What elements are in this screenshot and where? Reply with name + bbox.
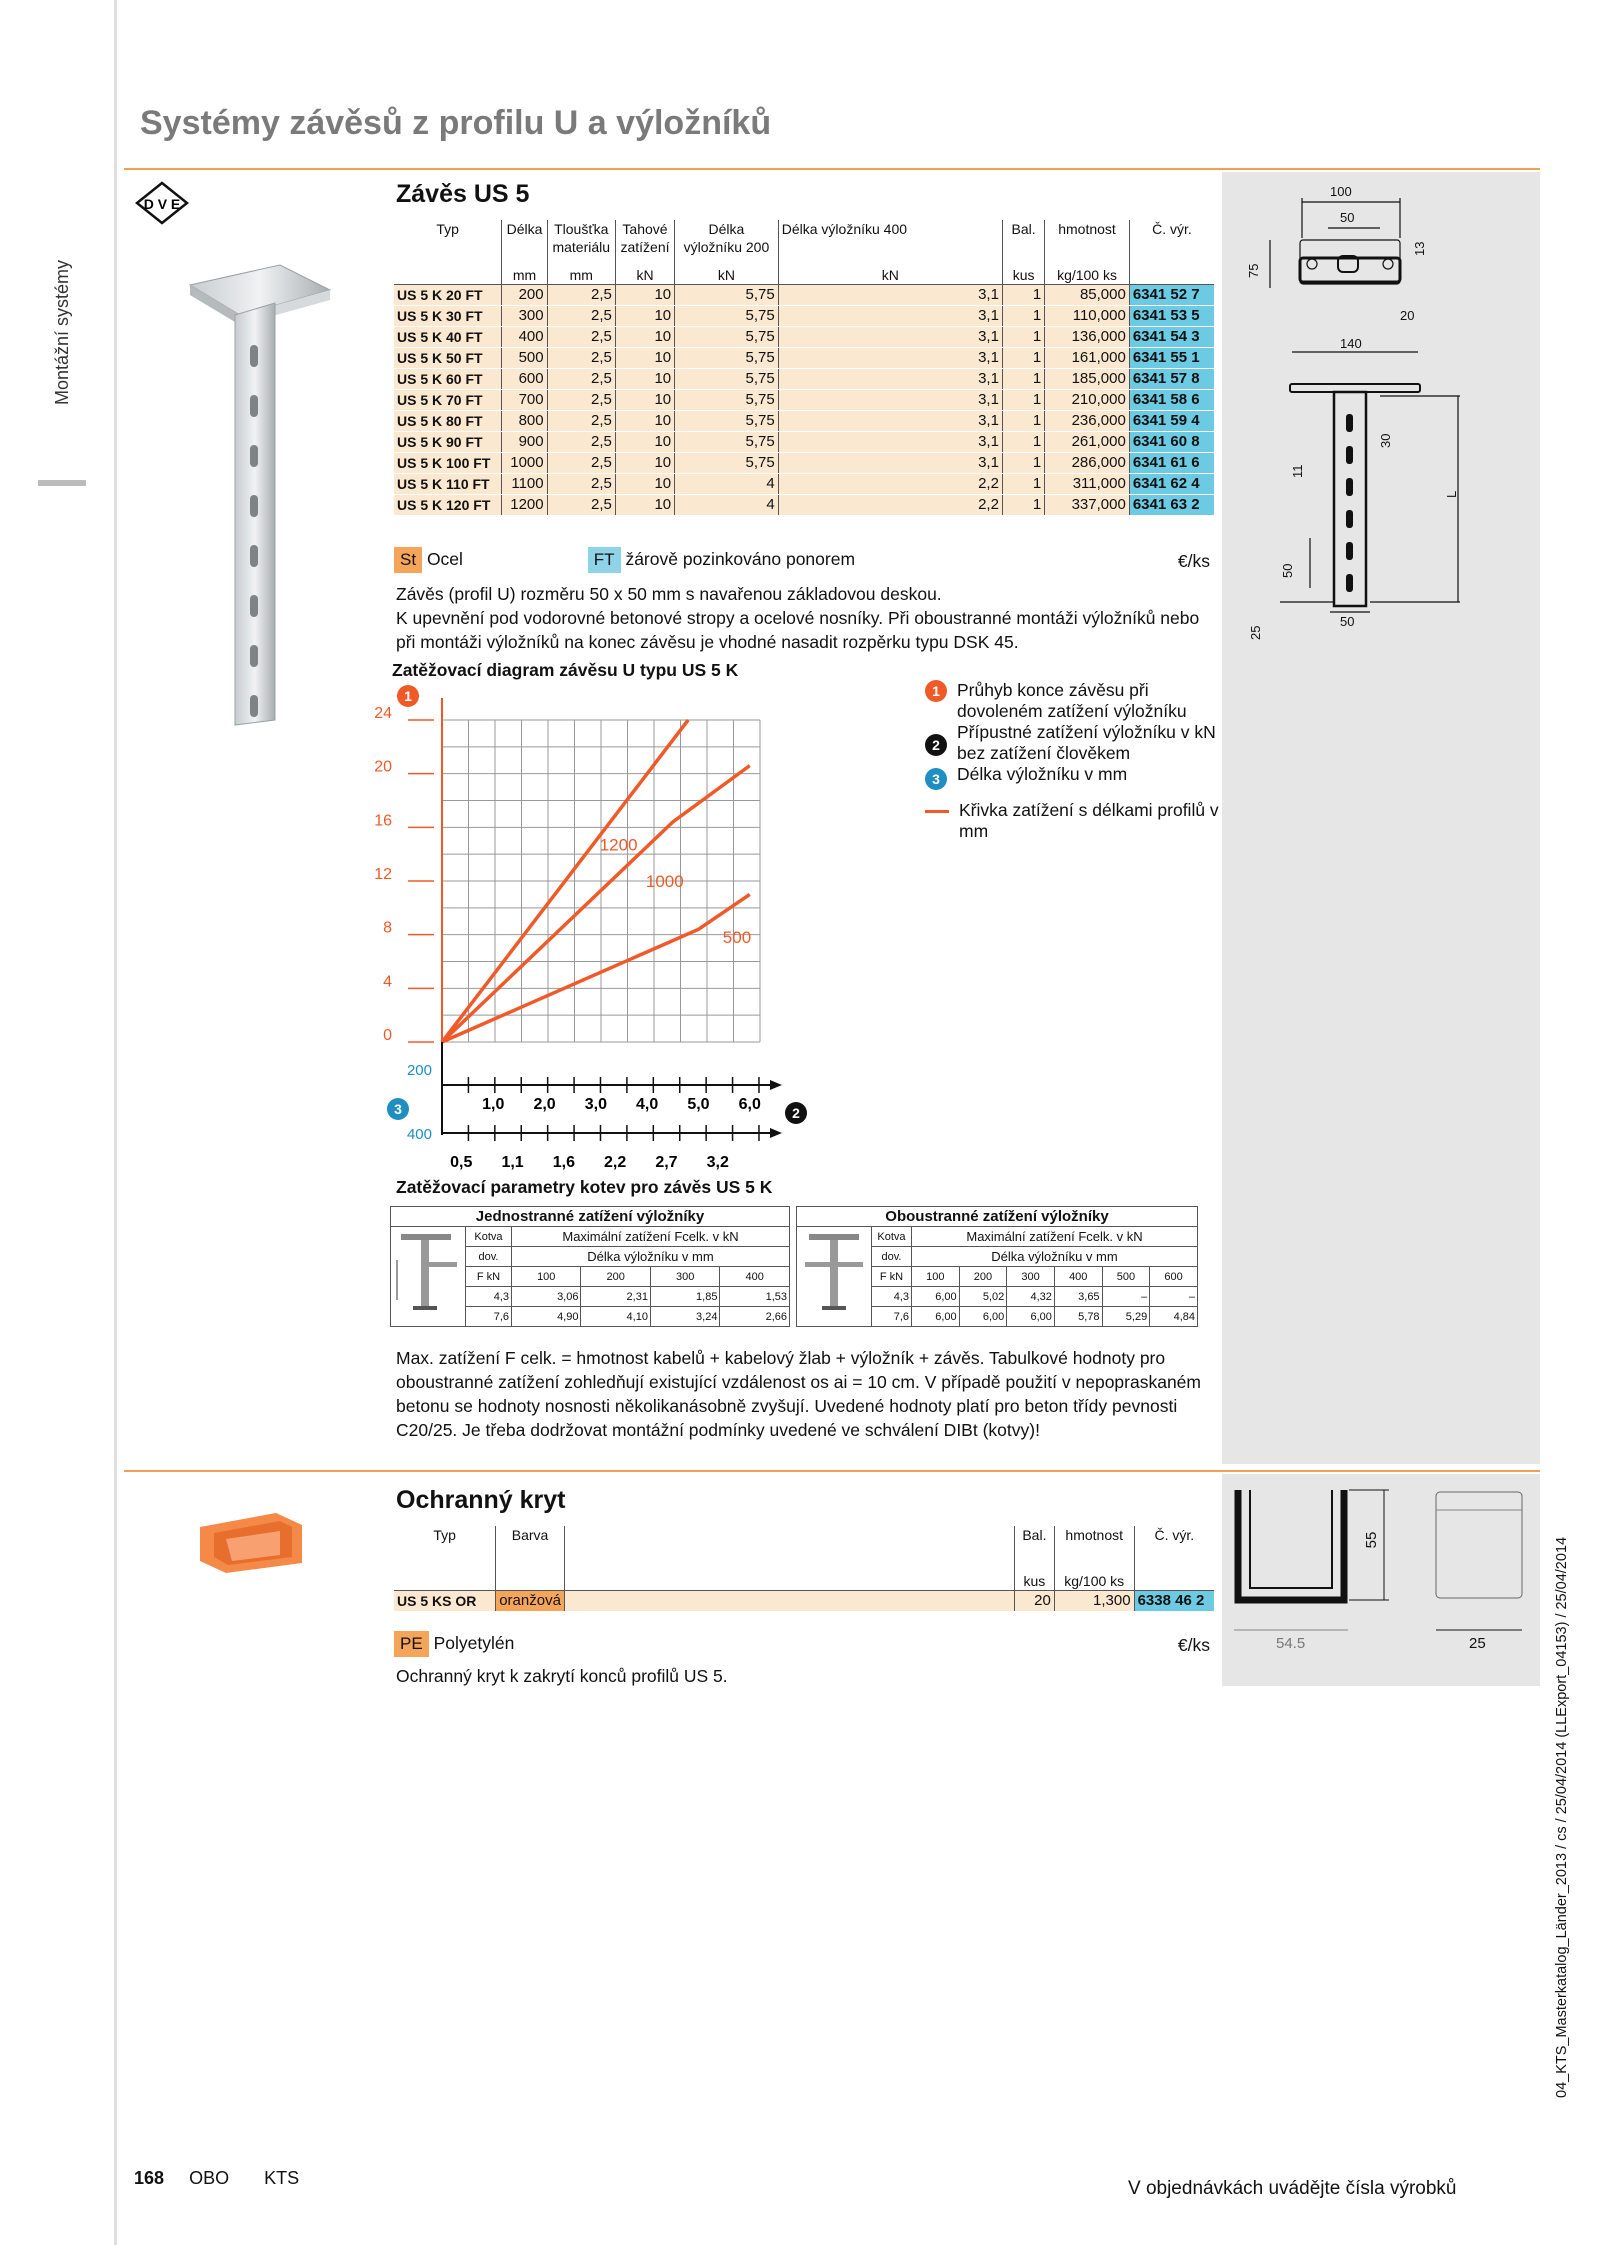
- cell-hm: 236,000: [1045, 411, 1130, 432]
- anchor-right-value: 5,29: [1102, 1307, 1150, 1327]
- anchor-right-value: 3,65: [1054, 1287, 1102, 1307]
- x-tick-label-bottom: 1,1: [501, 1154, 524, 1171]
- x-tick-label-top: 4,0: [636, 1096, 659, 1113]
- anchor-left-value: 1,53: [720, 1287, 790, 1307]
- cell-code: 6341 63 2: [1129, 495, 1214, 516]
- anchor-left-delka: Délka výložníku v mm: [512, 1247, 790, 1267]
- cell-delka: 200: [502, 285, 547, 306]
- x-axis-2-arrow-icon: [770, 1128, 782, 1138]
- cell-d400: 3,1: [778, 390, 1002, 411]
- cover-barva: oranžová: [496, 1591, 565, 1612]
- cell-d200: 5,75: [675, 390, 779, 411]
- page-title: Systémy závěsů z profilu U a výložníků: [140, 104, 772, 142]
- table-row: [394, 1591, 1214, 1612]
- table-row: [394, 348, 1214, 369]
- col-delka400: Délka výložníku 400: [778, 220, 1002, 266]
- cell-bal: 1: [1002, 306, 1044, 327]
- unit-bal: kus: [1002, 266, 1044, 285]
- x-tick-label-bottom: 2,7: [655, 1154, 678, 1171]
- chart-legend: [925, 680, 1220, 842]
- cell-tah: 10: [615, 390, 674, 411]
- cover-product-image: [196, 1505, 306, 1575]
- cover-code: 6338 46 2: [1134, 1591, 1214, 1612]
- dim-50b: 50: [1280, 563, 1295, 578]
- col-delka: Délka: [502, 220, 547, 266]
- cell-code: 6341 59 4: [1129, 411, 1214, 432]
- anchor-left-value: 3,06: [512, 1287, 581, 1307]
- cell-tah: 10: [615, 474, 674, 495]
- unit-hmotnost: kg/100 ks: [1045, 266, 1130, 285]
- cell-delka: 1100: [502, 474, 547, 495]
- cell-d200: 4: [675, 495, 779, 516]
- cell-bal: 1: [1002, 495, 1044, 516]
- table-row: [394, 369, 1214, 390]
- material-tag: St: [394, 547, 422, 573]
- cover-bal: 20: [1014, 1591, 1054, 1612]
- cell-typ: US 5 K 50 FT: [394, 348, 502, 369]
- x-tick-label-bottom: 0,5: [450, 1154, 473, 1171]
- unit-delka400: kN: [778, 266, 1002, 285]
- orange-cover-icon: [196, 1505, 306, 1575]
- anchor-left-sketch: [391, 1227, 466, 1327]
- anchor-right-fkn: F kN: [872, 1267, 912, 1287]
- cell-tl: 2,5: [547, 285, 615, 306]
- cell-tl: 2,5: [547, 306, 615, 327]
- cell-d400: 2,2: [778, 495, 1002, 516]
- legend-line-icon: [925, 810, 949, 813]
- x-tick-label-bottom: 2,2: [604, 1154, 627, 1171]
- cell-d400: 3,1: [778, 285, 1002, 306]
- x-tick-label-top: 2,0: [533, 1096, 556, 1113]
- cell-tl: 2,5: [547, 327, 615, 348]
- cell-typ: US 5 K 20 FT: [394, 285, 502, 306]
- cell-delka: 400: [502, 327, 547, 348]
- anchor-right-value: 4,84: [1150, 1307, 1198, 1327]
- series-label-1200: 1200: [599, 835, 638, 855]
- y-tick-label: 24: [374, 705, 392, 722]
- cell-d200: 5,75: [675, 411, 779, 432]
- cell-tah: 10: [615, 411, 674, 432]
- cell-typ: US 5 K 110 FT: [394, 474, 502, 495]
- cell-code: 6341 57 8: [1129, 369, 1214, 390]
- y-tick-label: 20: [374, 758, 392, 776]
- rule-top: [124, 168, 1540, 170]
- dim-L: L: [1444, 490, 1459, 498]
- cell-hm: 337,000: [1045, 495, 1130, 516]
- cell-tah: 10: [615, 327, 674, 348]
- unit-tloustka: mm: [547, 266, 615, 285]
- legend-item-2: Přípustné zatížení výložníku v kN bez zatížení člověkem: [957, 722, 1216, 763]
- cell-tah: 10: [615, 369, 674, 390]
- cell-typ: US 5 K 40 FT: [394, 327, 502, 348]
- cell-typ: US 5 K 90 FT: [394, 432, 502, 453]
- legend-item-1: Průhyb konce závěsu při dovoleném zatížení výložníku: [957, 680, 1187, 721]
- table-row: [394, 411, 1214, 432]
- table-row: [394, 390, 1214, 411]
- cell-tl: 2,5: [547, 432, 615, 453]
- cell-bal: 1: [1002, 453, 1044, 474]
- x-axis-arrow-icon: [770, 1080, 782, 1090]
- cell-tl: 2,5: [547, 369, 615, 390]
- cover-dim-545: 54.5: [1276, 1635, 1306, 1652]
- dim-25: 25: [1248, 625, 1263, 640]
- anchor-left-head: Jednostranné zatížení výložníky: [391, 1207, 790, 1227]
- anchor-right-f: 7,6: [872, 1307, 912, 1327]
- col-tahove: Tahové zatížení: [615, 220, 674, 266]
- dim-20: 20: [1400, 308, 1415, 323]
- hanger-product-image: [180, 255, 340, 725]
- anchor-left-value: 1,85: [650, 1287, 719, 1307]
- cell-typ: US 5 K 30 FT: [394, 306, 502, 327]
- anchor-left-length: 200: [581, 1267, 650, 1287]
- unit-delka: mm: [502, 266, 547, 285]
- y-tick-label: 0: [383, 1027, 392, 1044]
- anchor-right-value: 5,02: [959, 1287, 1007, 1307]
- cover-col-typ: Typ: [394, 1526, 496, 1572]
- cell-d400: 3,1: [778, 432, 1002, 453]
- anchor-right-value: 4,32: [1007, 1287, 1055, 1307]
- cell-delka: 500: [502, 348, 547, 369]
- description-1: Závěs (profil U) rozměru 50 x 50 mm s navařenou základovou deskou.: [396, 584, 942, 604]
- anchor-left-value: 4,90: [512, 1307, 581, 1327]
- cell-d200: 5,75: [675, 348, 779, 369]
- cell-hm: 261,000: [1045, 432, 1130, 453]
- cover-description: Ochranný kryt k zakrytí konců profilů US 5.: [396, 1666, 728, 1686]
- table-row: [394, 306, 1214, 327]
- cell-d400: 3,1: [778, 411, 1002, 432]
- cover-price-unit: €/ks: [1177, 1635, 1210, 1655]
- anchor-left-length: 100: [512, 1267, 581, 1287]
- cell-hm: 85,000: [1045, 285, 1130, 306]
- anchor-left-dov: dov.: [466, 1247, 512, 1267]
- diagram-title: Zatěžovací diagram závěsu U typu US 5 K: [392, 660, 739, 680]
- anchor-left-value: 4,10: [581, 1307, 650, 1327]
- series-line-500: [442, 894, 750, 1042]
- cell-code: 6341 53 5: [1129, 306, 1214, 327]
- anchor-right-value: 6,00: [912, 1287, 960, 1307]
- anchor-right-length: 100: [912, 1267, 960, 1287]
- cover-col-hmotnost: hmotnost: [1054, 1526, 1134, 1572]
- cell-tah: 10: [615, 432, 674, 453]
- cell-hm: 311,000: [1045, 474, 1130, 495]
- table-row: [394, 495, 1214, 516]
- table-row: [394, 327, 1214, 348]
- cell-typ: US 5 K 100 FT: [394, 453, 502, 474]
- cell-d400: 3,1: [778, 348, 1002, 369]
- legend-item-3: Délka výložníku v mm: [957, 764, 1128, 784]
- cover-material-line: [394, 1631, 1210, 1657]
- anchor-right-max: Maximální zatížení Fcelk. v kN: [912, 1227, 1198, 1247]
- anchor-left-length: 300: [650, 1267, 719, 1287]
- anchor-left-fkn: F kN: [466, 1267, 512, 1287]
- cell-tl: 2,5: [547, 495, 615, 516]
- x-tick-label-top: 5,0: [687, 1096, 710, 1113]
- cover-hm: 1,300: [1054, 1591, 1134, 1612]
- anchor-right-head: Oboustranné zatížení výložníky: [797, 1207, 1198, 1227]
- x-tick-label-top: 1,0: [482, 1096, 505, 1113]
- footer-right: V objednávkách uvádějte čísla výrobků: [1128, 2178, 1457, 2199]
- cell-hm: 136,000: [1045, 327, 1130, 348]
- cell-d200: 5,75: [675, 453, 779, 474]
- cell-tl: 2,5: [547, 474, 615, 495]
- cell-d400: 3,1: [778, 306, 1002, 327]
- cell-code: 6341 60 8: [1129, 432, 1214, 453]
- anchor-left-value: 2,31: [581, 1287, 650, 1307]
- footer-left: [134, 2168, 299, 2189]
- cell-typ: US 5 K 120 FT: [394, 495, 502, 516]
- cover-unit-hmotnost: kg/100 ks: [1054, 1572, 1134, 1591]
- x-tick-label-top: 6,0: [738, 1096, 761, 1113]
- cover-technical-drawing: [1224, 1480, 1540, 1680]
- cell-delka: 800: [502, 411, 547, 432]
- material-label: Ocel: [426, 549, 463, 569]
- legend-number-3: 3: [925, 768, 947, 790]
- anchor-note: Max. zatížení F celk. = hmotnost kabelů + kabelový žlab + výložník + závěs. Tabulkové hodnoty pro oboustranné zatížení zohledňují existující vzdálenost os ai = 10 cm. V případě použití v nepopraskaném betonu se hodnoty nosnosti několikanásobně zvyšují. Uvedené hodnoty platí pro beton třídy pevnosti C20/25. Je třeba dodržovat montážní podmínky uvedené ve schválení DIBt (kotvy)!: [396, 1348, 1201, 1440]
- cell-d400: 3,1: [778, 369, 1002, 390]
- dim-50: 50: [1340, 210, 1355, 225]
- unit-delka200: kN: [675, 266, 779, 285]
- series-label-500: 500: [722, 928, 752, 948]
- cell-tl: 2,5: [547, 348, 615, 369]
- section1-title: Závěs US 5: [396, 180, 530, 208]
- anchor-single-icon: [393, 1230, 463, 1320]
- cover-material-label: Polyetylén: [433, 1633, 515, 1653]
- anchor-double-icon: [799, 1230, 869, 1320]
- cell-d400: 3,1: [778, 453, 1002, 474]
- cell-bal: 1: [1002, 390, 1044, 411]
- cover-material-tag: PE: [394, 1631, 429, 1657]
- anchor-right-length: 500: [1102, 1267, 1150, 1287]
- finish-label: žárově pozinkováno ponorem: [625, 549, 856, 569]
- anchor-right-value: 6,00: [912, 1307, 960, 1327]
- cell-typ: US 5 K 80 FT: [394, 411, 502, 432]
- y-tick-label: 4: [383, 973, 392, 991]
- cell-d200: 4: [675, 474, 779, 495]
- col-delka200: Délka výložníku 200: [675, 220, 779, 266]
- cell-d200: 5,75: [675, 306, 779, 327]
- anchor-left-f: 7,6: [466, 1307, 512, 1327]
- dim-50c: 50: [1340, 614, 1355, 629]
- anchor-right-value: –: [1150, 1287, 1198, 1307]
- anchor-right-delka: Délka výložníku v mm: [912, 1247, 1198, 1267]
- table-row: [394, 432, 1214, 453]
- cover-dim-55: 55: [1363, 1531, 1380, 1549]
- dim-75: 75: [1246, 263, 1261, 278]
- x-tick-label-top: 3,0: [584, 1096, 607, 1113]
- y-tick-label: 16: [374, 812, 392, 830]
- page-number: 168: [134, 2168, 165, 2188]
- marker-row-label: 3: [394, 1101, 402, 1117]
- cell-bal: 1: [1002, 432, 1044, 453]
- table-row: [394, 453, 1214, 474]
- cell-tah: 10: [615, 453, 674, 474]
- cell-tah: 10: [615, 495, 674, 516]
- anchor-right-length: 200: [959, 1267, 1007, 1287]
- margin-strip: [114, 0, 117, 2245]
- dim-100: 100: [1330, 184, 1352, 199]
- cell-delka: 1000: [502, 453, 547, 474]
- cover-col-barva: Barva: [496, 1526, 565, 1572]
- legend-item-4: Křivka zatížení s délkami profilů v mm: [959, 800, 1219, 841]
- dim-30: 30: [1378, 433, 1393, 448]
- side-label: Montážní systémy: [52, 259, 72, 405]
- col-tloustka: Tloušťka materiálu: [547, 220, 615, 266]
- anchor-right-value: 6,00: [1007, 1307, 1055, 1327]
- cell-tl: 2,5: [547, 390, 615, 411]
- anchor-left-value: 3,24: [650, 1307, 719, 1327]
- cell-code: 6341 61 6: [1129, 453, 1214, 474]
- load-diagram-chart: [374, 688, 900, 1188]
- dim-140: 140: [1340, 336, 1362, 351]
- price-unit: €/ks: [1177, 551, 1210, 571]
- cover-unit-bal: kus: [1014, 1572, 1054, 1591]
- cell-tah: 10: [615, 285, 674, 306]
- cell-delka: 1200: [502, 495, 547, 516]
- cover-col-cvyr: Č. výr.: [1154, 1527, 1195, 1543]
- cell-d200: 5,75: [675, 285, 779, 306]
- unit-tahove: kN: [615, 266, 674, 285]
- col-hmotnost: hmotnost: [1045, 220, 1130, 266]
- footer-vertical-text: 04_KTS_Masterkatalog_Länder_2013 / cs / 25/04/2014 (LLExport_04153) / 25/04/2014: [1554, 1536, 1570, 2098]
- finish-tag: FT: [588, 547, 621, 573]
- row-label-400: 400: [406, 1126, 432, 1143]
- footer-category: KTS: [264, 2168, 300, 2188]
- anchor-right-f: 4,3: [872, 1287, 912, 1307]
- dim-11: 11: [1290, 464, 1305, 478]
- dim-13: 13: [1412, 241, 1427, 256]
- cell-tl: 2,5: [547, 453, 615, 474]
- y-tick-label: 8: [383, 919, 392, 937]
- rule-mid: [124, 1470, 1540, 1472]
- y-tick-label: 12: [374, 866, 392, 883]
- cell-bal: 1: [1002, 285, 1044, 306]
- marker-y-label: 1: [404, 688, 412, 704]
- anchor-right-length: 600: [1150, 1267, 1198, 1287]
- vde-logo-icon: [134, 180, 190, 226]
- cell-bal: 1: [1002, 327, 1044, 348]
- anchor-right-value: –: [1102, 1287, 1150, 1307]
- cell-d200: 5,75: [675, 369, 779, 390]
- side-marker: [38, 480, 86, 486]
- cell-hm: 161,000: [1045, 348, 1130, 369]
- svg-text:D V E: D V E: [143, 196, 181, 212]
- cell-hm: 110,000: [1045, 306, 1130, 327]
- table-row: [394, 285, 1214, 306]
- cell-delka: 600: [502, 369, 547, 390]
- x-tick-label-bottom: 3,2: [706, 1154, 729, 1171]
- cell-typ: US 5 K 70 FT: [394, 390, 502, 411]
- table-row: [394, 474, 1214, 495]
- anchor-right-dov: dov.: [872, 1247, 912, 1267]
- anchor-right-length: 300: [1007, 1267, 1055, 1287]
- marker-x-label: 2: [792, 1105, 800, 1121]
- us5-product-table: [394, 220, 1214, 516]
- cell-d400: 2,2: [778, 474, 1002, 495]
- hanger-technical-drawing: [1240, 178, 1540, 658]
- cover-product-table: [394, 1526, 1214, 1612]
- cell-hm: 286,000: [1045, 453, 1130, 474]
- anchor-right-kotva: Kotva: [872, 1227, 912, 1247]
- cover-dim-25: 25: [1469, 1635, 1486, 1652]
- section2-title: Ochranný kryt: [396, 1486, 566, 1514]
- cell-tah: 10: [615, 348, 674, 369]
- anchor-right-value: 5,78: [1054, 1307, 1102, 1327]
- material-line: [394, 547, 1210, 573]
- cell-bal: 1: [1002, 411, 1044, 432]
- col-cvyr: Č. výr.: [1152, 221, 1192, 237]
- x-tick-label-bottom: 1,6: [552, 1154, 575, 1171]
- cell-code: 6341 52 7: [1129, 285, 1214, 306]
- anchor-left-block: [390, 1206, 790, 1327]
- cell-delka: 900: [502, 432, 547, 453]
- cell-d200: 5,75: [675, 432, 779, 453]
- cell-code: 6341 58 6: [1129, 390, 1214, 411]
- cell-code: 6341 54 3: [1129, 327, 1214, 348]
- cell-typ: US 5 K 60 FT: [394, 369, 502, 390]
- cell-tl: 2,5: [547, 411, 615, 432]
- cell-bal: 1: [1002, 474, 1044, 495]
- cell-hm: 185,000: [1045, 369, 1130, 390]
- cell-bal: 1: [1002, 369, 1044, 390]
- row-label-200: 200: [406, 1062, 432, 1079]
- cell-code: 6341 55 1: [1129, 348, 1214, 369]
- series-line-1000: [442, 766, 750, 1042]
- footer-brand: OBO: [189, 2168, 230, 2188]
- cell-delka: 300: [502, 306, 547, 327]
- anchor-left-f: 4,3: [466, 1287, 512, 1307]
- anchor-right-length: 400: [1054, 1267, 1102, 1287]
- cell-d200: 5,75: [675, 327, 779, 348]
- cell-bal: 1: [1002, 348, 1044, 369]
- anchor-right-value: 6,00: [959, 1307, 1007, 1327]
- legend-number-1: 1: [925, 680, 947, 702]
- description-2: K upevnění pod vodorovné betonové stropy a ocelové nosníky. Při oboustranné montáži výložníků nebo při montáži výložníků na konec závěsu je vhodné nasadit rozpěrku typu DSK 45.: [396, 608, 1200, 652]
- cover-typ: US 5 KS OR: [394, 1591, 496, 1612]
- cell-code: 6341 62 4: [1129, 474, 1214, 495]
- anchor-left-value: 2,66: [720, 1307, 790, 1327]
- anchor-right-block: [796, 1206, 1198, 1327]
- cell-tah: 10: [615, 306, 674, 327]
- col-bal: Bal.: [1002, 220, 1044, 266]
- col-typ: Typ: [394, 220, 502, 266]
- anchor-left-kotva: Kotva: [466, 1227, 512, 1247]
- anchor-right-sketch: [797, 1227, 872, 1327]
- anchor-left-max: Maximální zatížení Fcelk. v kN: [512, 1227, 790, 1247]
- cover-col-bal: Bal.: [1014, 1526, 1054, 1572]
- series-label-1000: 1000: [645, 871, 684, 891]
- cell-hm: 210,000: [1045, 390, 1130, 411]
- anchor-title: Zatěžovací parametry kotev pro závěs US 5 K: [396, 1177, 773, 1197]
- cell-d400: 3,1: [778, 327, 1002, 348]
- anchor-left-length: 400: [720, 1267, 790, 1287]
- legend-number-2: 2: [925, 734, 947, 756]
- cell-delka: 700: [502, 390, 547, 411]
